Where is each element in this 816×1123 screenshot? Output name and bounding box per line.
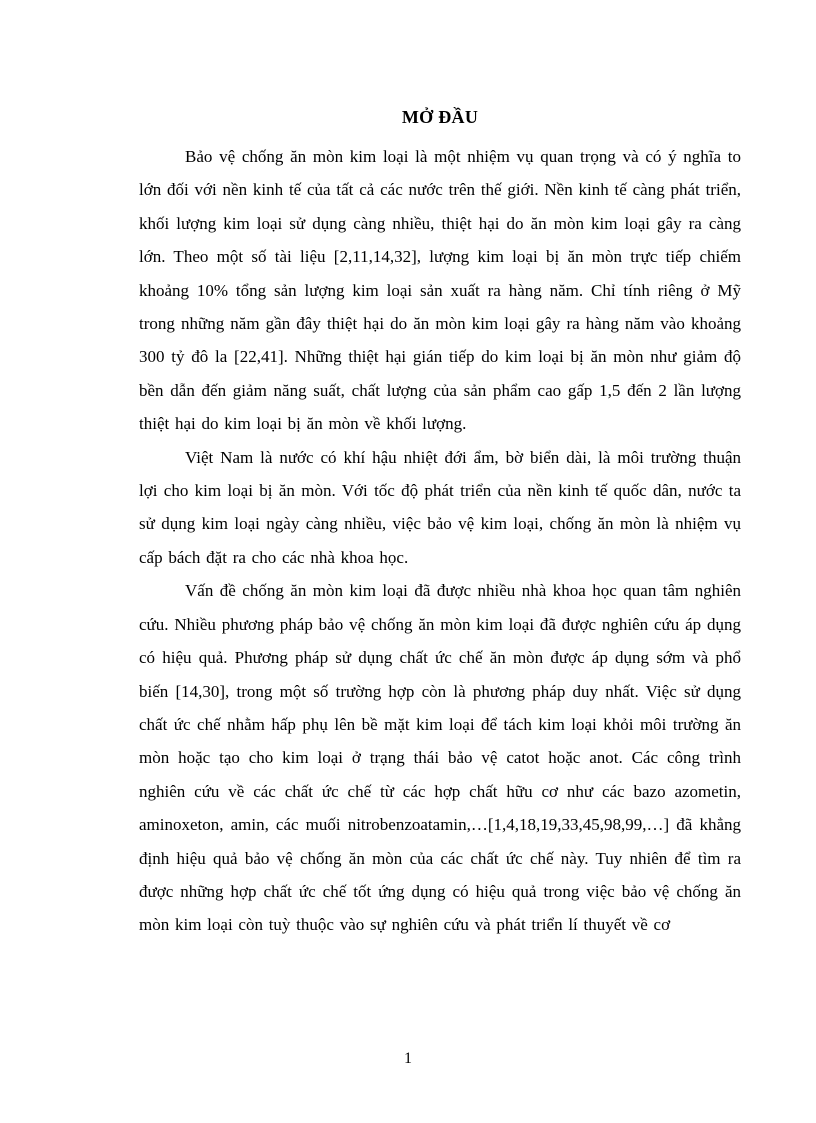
page-title: MỞ ĐẦU	[401, 107, 479, 127]
page-number: 1	[404, 1050, 412, 1067]
document-body	[139, 104, 741, 942]
paragraph-1: Bảo vệ chống ăn mòn kim loại là một nhiệm vụ quan trọng và có ý nghĩa to lớn đối với nền kinh tế của tất cả các nước trên thế giới. Nền kinh tế càng phát triển, khối lượng kim loại sử dụng càng nhiều, thiệt hại do ăn mòn kim loại gây ra càng lớn. Theo một số tài liệu [2,11,14,32], lượng kim loại bị ăn mòn trực tiếp chiếm khoảng 10% tổng sản lượng kim loại sản xuất ra hàng năm. Chỉ tính riêng ở Mỹ trong những năm gần đây thiệt hại do ăn mòn kim loại gây ra hàng năm vào khoảng 300 tỷ đô la [22,41]. Những thiệt hại gián tiếp do kim loại bị ăn mòn như giảm độ bền dẫn đến giảm năng suất, chất lượng của sản phẩm cao gấp 1,5 đến 2 lần lượng thiệt hại do kim loại bị ăn mòn về khối lượng.	[139, 147, 741, 434]
paragraph-2: Việt Nam là nước có khí hậu nhiệt đới ẩm, bờ biển dài, là môi trường thuận lợi cho kim loại bị ăn mòn. Với tốc độ phát triển của nền kinh tế quốc dân, nước ta sử dụng kim loại ngày càng nhiều, việc bảo vệ kim loại, chống ăn mòn là nhiệm vụ cấp bách đặt ra cho các nhà khoa học.	[139, 447, 741, 567]
paragraph-3: Vấn đề chống ăn mòn kim loại đã được nhiều nhà khoa học quan tâm nghiên cứu. Nhiều phương pháp bảo vệ chống ăn mòn kim loại đã được nghiên cứu áp dụng có hiệu quả. Phương pháp sử dụng chất ức chế ăn mòn được áp dụng sớm và phổ biến [14,30], trong một số trường hợp còn là phương pháp duy nhất. Việc sử dụng chất ức chế nhằm hấp phụ lên bề mặt kim loại để tách kim loại khỏi môi trường ăn mòn hoặc tạo cho kim loại ở trạng thái bảo vệ catot hoặc anot. Các công trình nghiên cứu về các chất ức chế từ các hợp chất hữu cơ như các bazo azometin, aminoxeton, amin, các muối nitrobenzoatamin,…[1,4,18,19,33,45,98,99,…] đã khẳng định hiệu quả bảo vệ chống ăn mòn của các chất ức chế này. Tuy nhiên để tìm ra được những hợp chất ức chế tốt ứng dụng có hiệu quả trong việc bảo vệ chống ăn mòn kim loại còn tuỳ thuộc vào sự nghiên cứu và phát triển lí thuyết về cơ	[139, 581, 741, 935]
